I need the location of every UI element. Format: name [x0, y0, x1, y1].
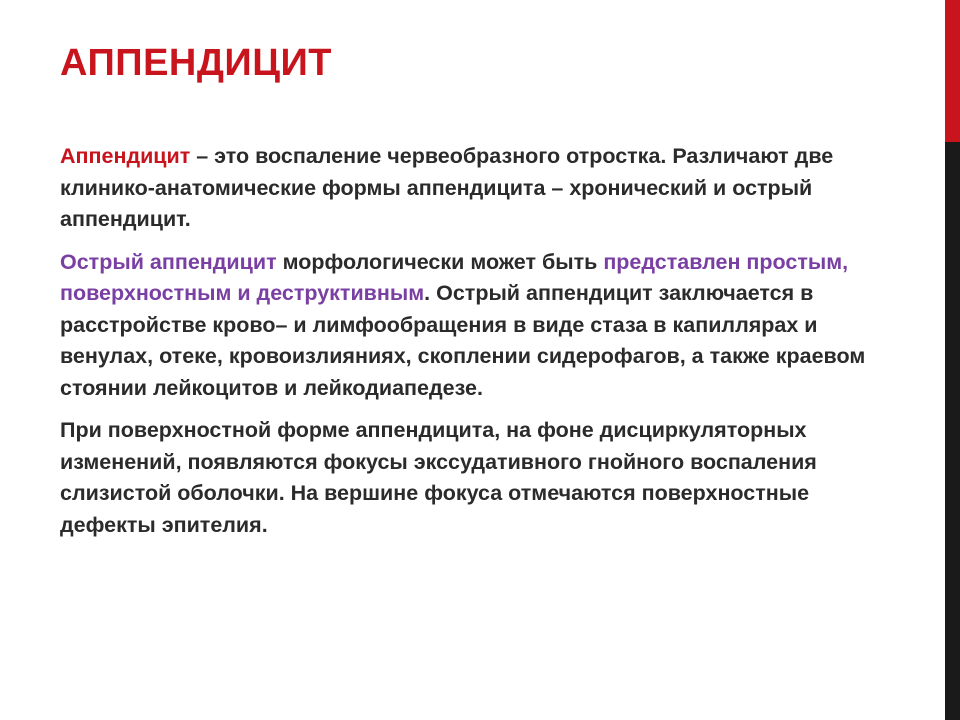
slide-title: АППЕНДИЦИТ: [60, 42, 333, 84]
paragraph-superficial: [60, 415, 880, 541]
accent-bar-top: [945, 0, 960, 142]
definition-text: – это воспаление червеобразного отростка. Различают две клинико-анатомические формы аппендицита – хронический и острый аппендицит.: [60, 144, 834, 231]
accent-bar-bottom: [945, 142, 960, 720]
acute-text-1: морфологически может быть: [276, 249, 604, 274]
term-acute-appendicitis: Острый аппендицит: [60, 249, 277, 274]
paragraph-definition: [60, 141, 880, 236]
term-appendicitis: Аппендицит: [60, 144, 191, 168]
acute-text-2: . Острый аппендицит заключается в расстройстве крово– и лимфообращения в виде стаза в капиллярах и венулах, отеке, кровоизлияниях, скоплении сидерофагов, а также краевом стоянии лейкоцитов и лейкодиапедезе.: [60, 281, 866, 400]
slide-body: [60, 141, 880, 552]
acute-forms-highlight: представлен простым, поверхностным и деструктивным: [60, 249, 849, 305]
superficial-text: При поверхностной форме аппендицита, на фоне дисциркуляторных изменений, появляются фокусы экссудативного гнойного воспаления слизистой оболочки. На вершине фокуса отмечаются поверхностные дефекты эпителия.: [60, 418, 817, 537]
paragraph-acute: [60, 247, 880, 405]
